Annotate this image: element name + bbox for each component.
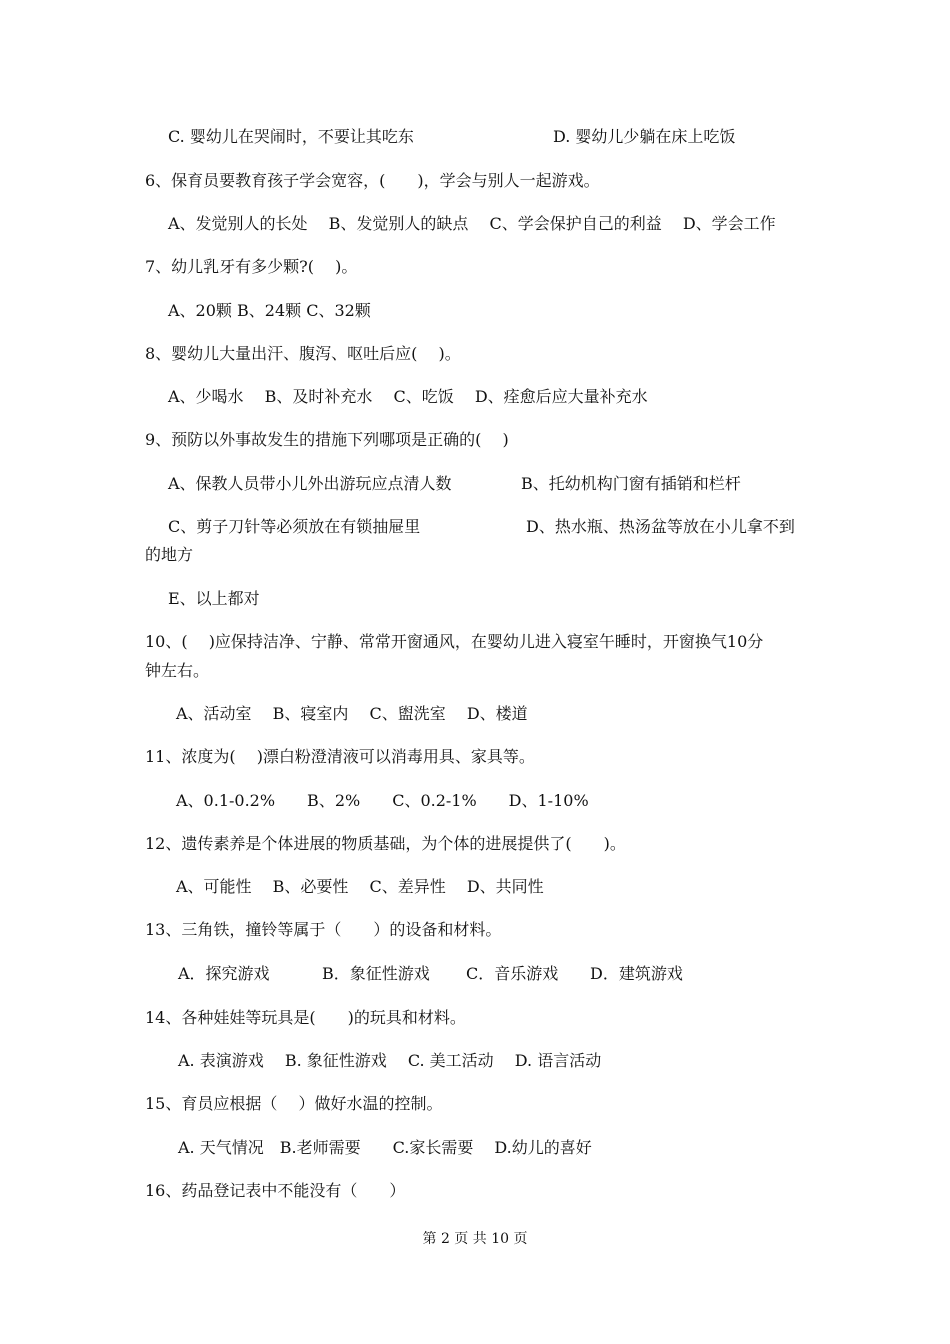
question-6-options: A、发觉别人的长处 B、发觉别人的缺点 C、学会保护自己的利益 D、学会工作 — [168, 214, 776, 233]
option-5d: D. 婴幼儿少躺在床上吃饭 — [553, 127, 736, 146]
option-13b: B．象征性游戏 — [322, 964, 430, 983]
question-10-stem-continued: 钟左右。 — [145, 661, 210, 680]
question-7-stem: 7、幼儿乳牙有多少颗?( )。 — [145, 257, 358, 276]
question-9-stem: 9、预防以外事故发生的措施下列哪项是正确的( ) — [145, 430, 509, 449]
question-15-stem: 15、育员应根据（ ）做好水温的控制。 — [145, 1094, 443, 1113]
question-8-options: A、少喝水 B、及时补充水 C、吃饭 D、痊愈后应大量补充水 — [168, 387, 648, 406]
question-10-options: A、活动室 B、寝室内 C、盥洗室 D、楼道 — [176, 704, 528, 723]
option-9d: D、热水瓶、热汤盆等放在小儿拿不到 — [526, 517, 795, 536]
question-12-stem: 12、遗传素养是个体进展的物质基础，为个体的进展提供了( )。 — [145, 834, 626, 853]
question-14-options: A. 表演游戏 B. 象征性游戏 C. 美工活动 D. 语言活动 — [178, 1051, 602, 1070]
option-5c: C. 婴幼儿在哭闹时，不要让其吃东 — [168, 127, 414, 146]
question-13-stem: 13、三角铁，撞铃等属于（ ）的设备和材料。 — [145, 920, 502, 939]
option-13c: C．音乐游戏 — [466, 964, 559, 983]
option-9a: A、保教人员带小儿外出游玩应点清人数 — [168, 474, 452, 493]
question-16-stem: 16、药品登记表中不能没有（ ） — [145, 1181, 406, 1200]
option-9e: E、以上都对 — [168, 589, 260, 608]
question-11-options: A、0.1-0.2% B、2% C、0.2-1% D、1-10% — [176, 791, 589, 810]
option-9d-continued: 的地方 — [145, 545, 194, 564]
question-15-options: A. 天气情况 B.老师需要 C.家长需要 D.幼儿的喜好 — [178, 1138, 592, 1157]
option-13d: D．建筑游戏 — [590, 964, 683, 983]
question-8-stem: 8、婴幼儿大量出汗、腹泻、呕吐后应( )。 — [145, 344, 461, 363]
question-7-options: A、20颗 B、24颗 C、32颗 — [168, 301, 371, 320]
question-6-stem: 6、保育员要教育孩子学会宽容，( )，学会与别人一起游戏。 — [145, 171, 600, 190]
option-9b: B、托幼机构门窗有插销和栏杆 — [521, 474, 741, 493]
question-14-stem: 14、各种娃娃等玩具是( )的玩具和材料。 — [145, 1008, 466, 1027]
option-9c: C、剪子刀针等必须放在有锁抽屉里 — [168, 517, 421, 536]
question-11-stem: 11、浓度为( )漂白粉澄清液可以消毒用具、家具等。 — [145, 747, 535, 766]
page-number: 第 2 页 共 10 页 — [422, 1231, 528, 1247]
option-13a: A．探究游戏 — [178, 964, 270, 983]
question-12-options: A、可能性 B、必要性 C、差异性 D、共同性 — [176, 877, 544, 896]
question-10-stem: 10、( )应保持洁净、宁静、常常开窗通风，在婴幼儿进入寝室午睡时，开窗换气10分 — [145, 632, 764, 651]
